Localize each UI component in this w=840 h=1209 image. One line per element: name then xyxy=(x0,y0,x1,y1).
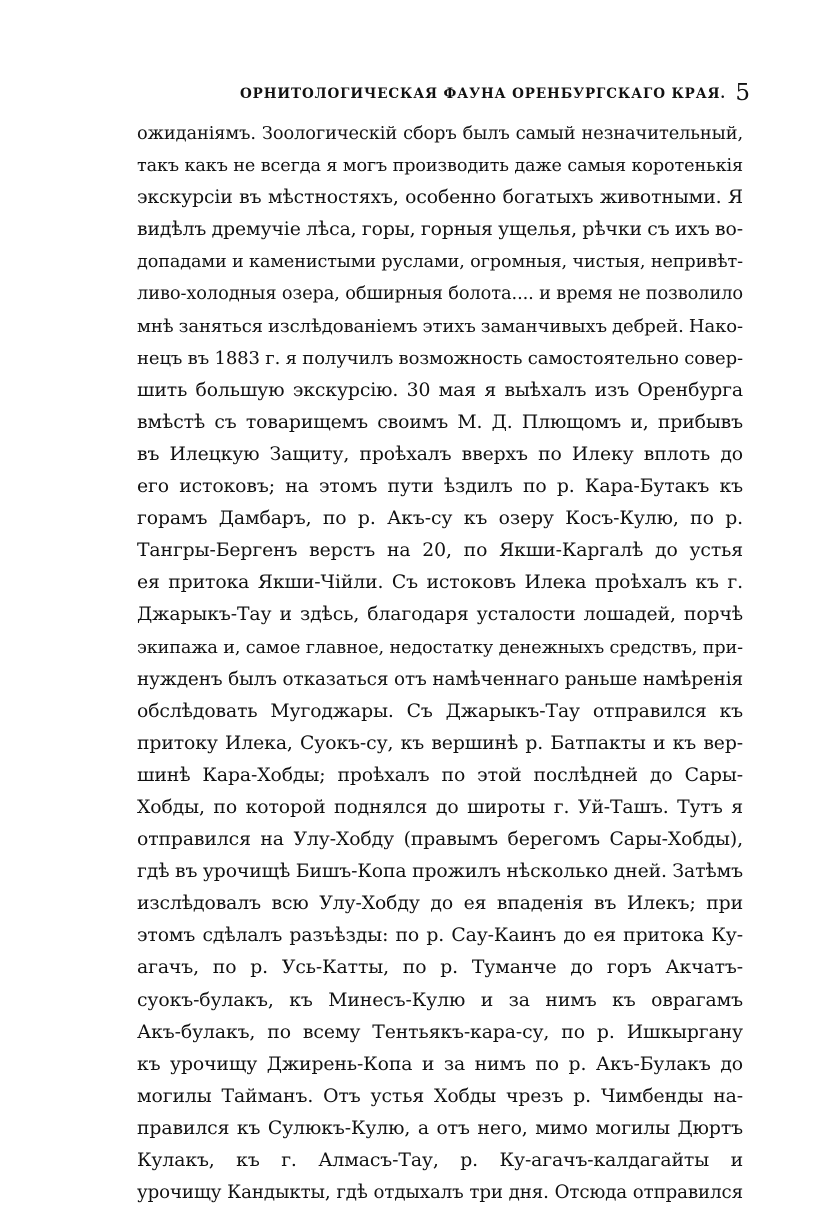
text-line: изслѣдовалъ всю Улу-Хобду до ея впаденiя въ Илекъ; при xyxy=(137,893,743,915)
text-line: обслѣдовать Мугоджары. Съ Джарыкъ-Тау отправился къ xyxy=(137,700,743,722)
text-line: допадами и каменистыми руслами, огромныя, чистыя, непривѣт- xyxy=(137,252,743,273)
running-title: ОРНИТОЛОГИЧЕСКАЯ ФАУНА ОРЕНБУРГСКАГО КРАЯ. xyxy=(240,86,727,102)
text-line: такъ какъ не всегда я могъ производить даже самыя коротенькiя xyxy=(137,156,743,177)
text-line: ливо-холодныя озера, обширныя болота.... и время не позволило xyxy=(137,283,743,305)
page-header xyxy=(240,80,750,108)
text-line: суокъ-булакъ, къ Минесъ-Кулю и за нимъ къ оврагамъ xyxy=(137,989,743,1011)
text-line: мнѣ заняться изслѣдованiемъ этихъ заманчивыхъ дебрей. Нако- xyxy=(137,315,743,337)
text-line: экипажа и, самое главное, недостатку денежныхъ средствъ, при- xyxy=(137,637,743,658)
text-line: экскурсiи въ мѣстностяхъ, особенно богатыхъ животными. Я xyxy=(137,187,743,209)
text-line: къ урочищу Джирень-Копа и за нимъ по р. Акъ-Булакъ до xyxy=(137,1053,743,1075)
text-line: Хобды, по которой поднялся до широты г. Уй-Ташъ. Тутъ я xyxy=(137,796,743,818)
text-line: его истоковъ; на этомъ пути ѣздилъ по р. Кара-Бутакъ къ xyxy=(137,476,743,498)
text-line: ожиданiямъ. Зоологическiй сборъ былъ самый незначительный, xyxy=(137,123,743,144)
text-line: въ Илецкую Защиту, проѣхалъ вверхъ по Илеку вплоть до xyxy=(137,443,743,465)
page-number: 5 xyxy=(735,80,750,106)
text-line: нецъ въ 1883 г. я получилъ возможность самостоятельно совер- xyxy=(137,347,743,369)
text-line: вмѣстѣ съ товарищемъ своимъ М. Д. Плющомъ и, прибывъ xyxy=(137,411,743,433)
text-line: гдѣ въ урочищѣ Бишъ-Копа прожилъ нѣсколько дней. Затѣмъ xyxy=(137,861,743,883)
text-line: Кулакъ, къ г. Алмасъ-Тау, р. Ку-агачъ-калдагайты и xyxy=(137,1150,743,1171)
text-line: Тангры-Бергенъ верстъ на 20, по Якши-Каргалѣ до устья xyxy=(137,540,743,562)
text-line: видѣлъ дремучiе лѣса, горы, горныя ущелья, рѣчки съ ихъ во- xyxy=(137,219,743,241)
text-line: урочищу Кандыкты, гдѣ отдыхалъ три дня. Отсюда отправился xyxy=(137,1182,743,1204)
text-line: Джарыкъ-Тау и здѣсь, благодаря усталости лошадей, порчѣ xyxy=(137,604,743,626)
text-line: горамъ Дамбаръ, по р. Акъ-су къ озеру Косъ-Кулю, по р. xyxy=(137,508,743,530)
text-line: этомъ сдѣлалъ разъѣзды: по р. Сау-Каинъ до ея притока Ку- xyxy=(137,925,743,947)
text-line: могилы Тайманъ. Отъ устья Хобды чрезъ р. Чимбенды на- xyxy=(137,1085,743,1107)
text-line: отправился на Улу-Хобду (правымъ берегомъ Сары-Хобды), xyxy=(137,829,743,851)
text-line: нужденъ былъ отказаться отъ намѣченнаго раньше намѣренiя xyxy=(137,668,743,690)
text-line: Акъ-булакъ, по всему Тентьякъ-кара-су, по р. Ишкыргану xyxy=(137,1021,743,1043)
body-paragraph xyxy=(137,118,743,1209)
text-line: шить большую экскурсiю. 30 мая я выѣхалъ изъ Оренбурга xyxy=(137,379,743,401)
text-line: агачъ, по р. Усь-Катты, по р. Туманче до горъ Акчатъ- xyxy=(137,957,743,979)
text-line: шинѣ Кара-Хобды; проѣхалъ по этой послѣдней до Сары- xyxy=(137,764,743,786)
text-line: ея притока Якши-Чiйли. Съ истоковъ Илека проѣхалъ къ г. xyxy=(137,572,743,594)
text-line: притоку Илека, Суокъ-су, къ вершинѣ р. Батпакты и къ вер- xyxy=(137,732,743,754)
text-line: правился къ Сулюкъ-Кулю, а отъ него, мимо могилы Дюртъ xyxy=(137,1117,743,1139)
